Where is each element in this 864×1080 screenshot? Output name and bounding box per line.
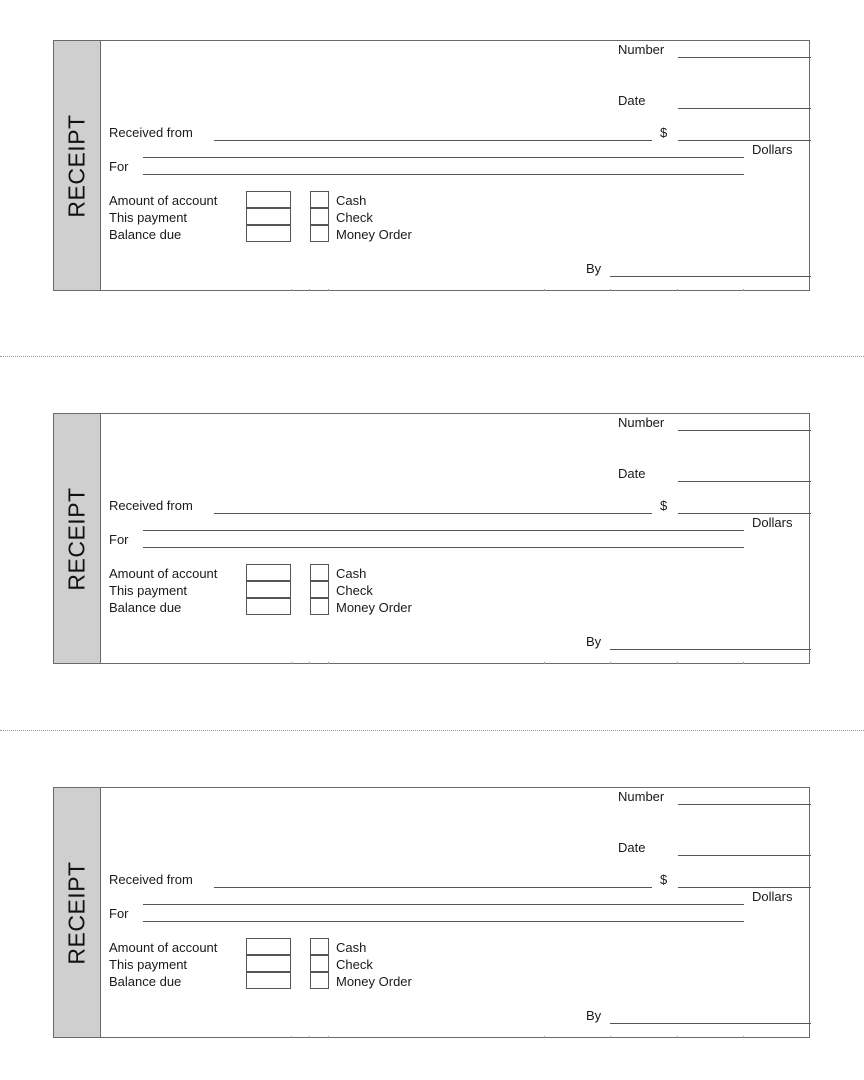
dollars-label: Dollars xyxy=(752,889,793,904)
amount-of-account-box[interactable] xyxy=(246,564,291,581)
by-label: By xyxy=(586,634,602,649)
receipt-form xyxy=(53,413,810,664)
balance-due-label: Balance due xyxy=(109,974,182,989)
received-from-label: Received from xyxy=(109,125,193,140)
bottom-tick xyxy=(544,289,545,291)
date-label: Date xyxy=(618,93,646,108)
bottom-tick xyxy=(544,662,545,664)
for-label: For xyxy=(109,532,129,547)
date-field[interactable] xyxy=(678,481,811,482)
bottom-tick xyxy=(328,1036,329,1038)
this-payment-label: This payment xyxy=(109,210,188,225)
check-checkbox[interactable] xyxy=(310,581,329,598)
by-signature-field[interactable] xyxy=(610,276,811,277)
balance-due-label: Balance due xyxy=(109,600,182,615)
balance-due-box[interactable] xyxy=(246,598,291,615)
for-label: For xyxy=(109,906,129,921)
check-checkbox[interactable] xyxy=(310,208,329,225)
number-label: Number xyxy=(618,415,665,430)
date-label: Date xyxy=(618,840,646,855)
amount-field[interactable] xyxy=(678,513,811,514)
this-payment-box[interactable] xyxy=(246,955,291,972)
check-label: Check xyxy=(336,583,373,598)
bottom-tick xyxy=(309,289,310,291)
cut-line xyxy=(0,730,864,731)
by-label: By xyxy=(586,261,602,276)
by-label: By xyxy=(586,1008,602,1023)
received-from-field[interactable] xyxy=(214,513,652,514)
bottom-tick xyxy=(544,1036,545,1038)
date-field[interactable] xyxy=(678,855,811,856)
for-label: For xyxy=(109,159,129,174)
receipt-side-panel xyxy=(54,788,101,1037)
amount-of-account-label: Amount of account xyxy=(109,940,218,955)
bottom-rule xyxy=(101,1036,809,1037)
dollars-label: Dollars xyxy=(752,142,793,157)
money-order-label: Money Order xyxy=(336,227,412,242)
cash-checkbox[interactable] xyxy=(310,564,329,581)
amount-in-words-field[interactable] xyxy=(143,904,744,905)
bottom-tick xyxy=(677,289,678,291)
balance-due-label: Balance due xyxy=(109,227,182,242)
amount-in-words-field[interactable] xyxy=(143,530,744,531)
date-label: Date xyxy=(618,466,646,481)
money-order-checkbox[interactable] xyxy=(310,598,329,615)
for-field[interactable] xyxy=(143,174,744,175)
amount-of-account-label: Amount of account xyxy=(109,193,218,208)
received-from-label: Received from xyxy=(109,872,193,887)
bottom-tick xyxy=(291,662,292,664)
bottom-tick xyxy=(610,289,611,291)
money-order-label: Money Order xyxy=(336,600,412,615)
number-label: Number xyxy=(618,789,665,804)
cash-label: Cash xyxy=(336,566,367,581)
bottom-tick xyxy=(309,662,310,664)
receipt-form xyxy=(53,40,810,291)
for-field[interactable] xyxy=(143,921,744,922)
bottom-tick xyxy=(677,662,678,664)
bottom-tick xyxy=(291,289,292,291)
receipt-side-panel xyxy=(54,414,101,663)
money-order-label: Money Order xyxy=(336,974,412,989)
bottom-tick xyxy=(610,1036,611,1038)
bottom-rule xyxy=(101,289,809,290)
dollar-sign-label: $ xyxy=(660,872,668,887)
bottom-tick xyxy=(677,1036,678,1038)
bottom-tick xyxy=(291,1036,292,1038)
received-from-label: Received from xyxy=(109,498,193,513)
money-order-checkbox[interactable] xyxy=(310,225,329,242)
received-from-field[interactable] xyxy=(214,887,652,888)
for-field[interactable] xyxy=(143,547,744,548)
number-field[interactable] xyxy=(678,57,811,58)
bottom-tick xyxy=(328,662,329,664)
receipt-title: RECEIPT xyxy=(63,113,90,218)
number-label: Number xyxy=(618,42,665,57)
number-field[interactable] xyxy=(678,430,811,431)
money-order-checkbox[interactable] xyxy=(310,972,329,989)
amount-of-account-label: Amount of account xyxy=(109,566,218,581)
amount-field[interactable] xyxy=(678,140,811,141)
dollar-sign-label: $ xyxy=(660,125,668,140)
check-label: Check xyxy=(336,210,373,225)
receipt-side-panel xyxy=(54,41,101,290)
this-payment-box[interactable] xyxy=(246,581,291,598)
bottom-tick xyxy=(610,662,611,664)
amount-of-account-box[interactable] xyxy=(246,191,291,208)
bottom-tick xyxy=(328,289,329,291)
cut-line xyxy=(0,356,864,357)
balance-due-box[interactable] xyxy=(246,972,291,989)
cash-label: Cash xyxy=(336,193,367,208)
this-payment-box[interactable] xyxy=(246,208,291,225)
cash-checkbox[interactable] xyxy=(310,938,329,955)
by-signature-field[interactable] xyxy=(610,649,811,650)
amount-in-words-field[interactable] xyxy=(143,157,744,158)
bottom-tick xyxy=(743,289,744,291)
cash-label: Cash xyxy=(336,940,367,955)
received-from-field[interactable] xyxy=(214,140,652,141)
amount-field[interactable] xyxy=(678,887,811,888)
bottom-tick xyxy=(309,1036,310,1038)
receipt-title: RECEIPT xyxy=(63,860,90,965)
date-field[interactable] xyxy=(678,108,811,109)
dollar-sign-label: $ xyxy=(660,498,668,513)
bottom-tick xyxy=(743,662,744,664)
number-field[interactable] xyxy=(678,804,811,805)
dollars-label: Dollars xyxy=(752,515,793,530)
amount-of-account-box[interactable] xyxy=(246,938,291,955)
this-payment-label: This payment xyxy=(109,583,188,598)
by-signature-field[interactable] xyxy=(610,1023,811,1024)
bottom-rule xyxy=(101,662,809,663)
this-payment-label: This payment xyxy=(109,957,188,972)
check-label: Check xyxy=(336,957,373,972)
cash-checkbox[interactable] xyxy=(310,191,329,208)
receipt-title: RECEIPT xyxy=(63,486,90,591)
receipt-form xyxy=(53,787,810,1038)
check-checkbox[interactable] xyxy=(310,955,329,972)
balance-due-box[interactable] xyxy=(246,225,291,242)
bottom-tick xyxy=(743,1036,744,1038)
